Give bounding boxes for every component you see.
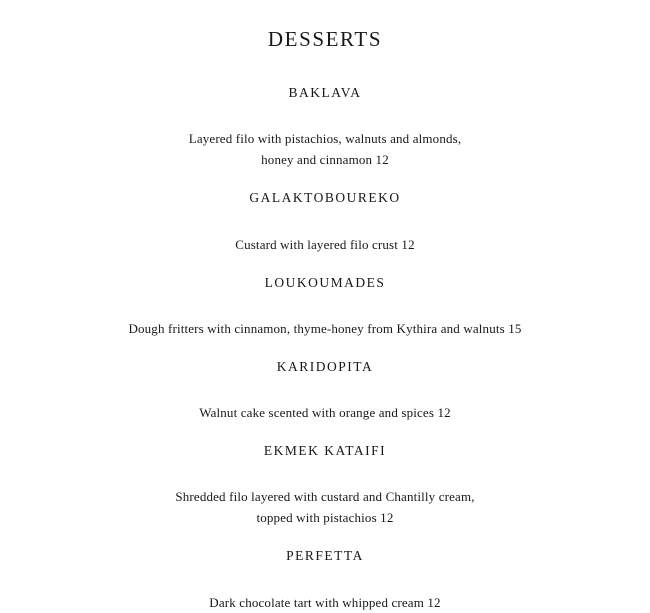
dish-description <box>20 486 630 528</box>
dish-description-line: Layered filo with pistachios, walnuts and almonds, <box>188 131 462 147</box>
dish-name: BAKLAVA <box>288 85 362 101</box>
dish-name: PERFETTA <box>286 548 364 564</box>
dish-name: LOUKOUMADES <box>264 274 386 290</box>
dish-description-line: Dark chocolate tart with whipped cream 12 <box>209 594 441 610</box>
dish-description <box>20 234 630 255</box>
menu-item-baklava <box>20 85 630 170</box>
dish-description <box>20 592 630 613</box>
menu-item-karidopita <box>20 359 630 423</box>
dish-name: KARIDOPITA <box>276 358 374 374</box>
dish-description <box>20 318 630 339</box>
dish-description-line: topped with pistachios 12 <box>256 510 394 526</box>
menu-item-galaktoboureko <box>20 190 630 254</box>
dish-description <box>20 128 630 170</box>
page-title: DESSERTS <box>267 27 383 51</box>
dish-description <box>20 402 630 423</box>
dish-description-line: Custard with layered filo crust 12 <box>235 236 415 252</box>
dish-description-line: honey and cinnamon 12 <box>261 152 389 168</box>
menu-item-perfetta <box>20 548 630 612</box>
dish-name: GALAKTOBOUREKO <box>249 190 401 206</box>
dish-name: EKMEK KATAIFI <box>263 443 387 459</box>
menu-item-ekmek-kataifi <box>20 443 630 528</box>
menu-item-loukoumades <box>20 275 630 339</box>
dish-description-line: Shredded filo layered with custard and Chantilly cream, <box>175 489 475 505</box>
dish-description-line: Dough fritters with cinnamon, thyme-honey from Kythira and walnuts 15 <box>128 320 522 336</box>
dish-description-line: Walnut cake scented with orange and spices 12 <box>199 405 451 421</box>
